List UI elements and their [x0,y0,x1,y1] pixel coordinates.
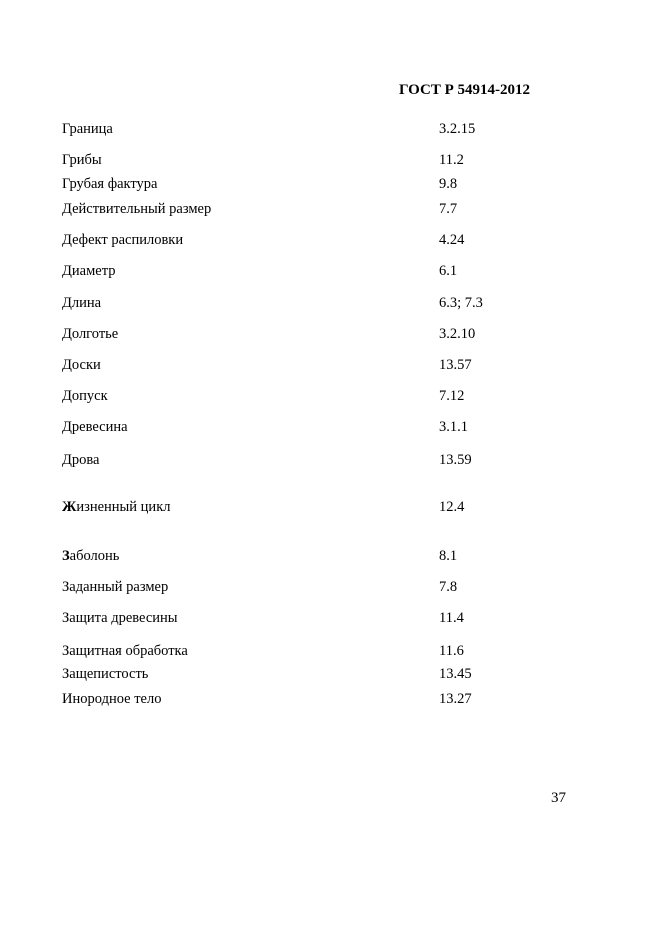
index-term: Доски [62,357,101,373]
index-term: Дефект распиловки [62,232,184,248]
index-term: Действительный размер [62,201,212,217]
index-term: Защепистость [62,666,149,682]
index-ref: 3.2.15 [439,121,476,137]
index-ref: 7.8 [439,579,458,595]
index-term: Защита древесины [62,610,178,626]
index-term: Инородное тело [62,691,162,707]
index-ref: 13.45 [439,666,472,682]
index-ref: 9.8 [439,176,458,192]
index-term: Допуск [62,388,108,404]
index-ref: 7.12 [439,388,465,404]
index-ref: 6.3; 7.3 [439,295,483,311]
index-ref: 11.2 [439,152,464,168]
index-ref: 4.24 [439,232,465,248]
index-term: Диаметр [62,263,116,279]
index-ref: 3.1.1 [439,419,468,435]
index-term: Долготье [62,326,119,342]
index-term-rest: изненный цикл [76,499,171,515]
index-ref: 12.4 [439,499,465,515]
page-number: 37 [551,790,566,806]
index-ref: 7.7 [439,201,458,217]
index-term: Защитная обработка [62,643,188,659]
index-term: Заданный размер [62,579,169,595]
index-term: Дрова [62,452,100,468]
index-term: Граница [62,121,113,137]
index-ref: 13.27 [439,691,472,707]
index-ref: 11.6 [439,643,464,659]
index-ref: 8.1 [439,548,458,564]
index-term-rest: аболонь [69,548,120,564]
index-ref: 6.1 [439,263,458,279]
section-initial-letter: З [62,548,70,564]
index-term: Длина [62,295,102,311]
index-term [62,498,170,516]
document-standard-header: ГОСТ Р 54914-2012 [398,82,530,98]
index-ref: 13.57 [439,357,472,373]
index-ref: 11.4 [439,610,464,626]
index-ref: 13.59 [439,452,472,468]
section-initial-letter: Ж [62,499,77,515]
index-ref: 3.2.10 [439,326,476,342]
index-term [62,547,119,565]
index-term: Древесина [62,419,128,435]
index-term: Грибы [62,152,102,168]
index-term: Грубая фактура [62,176,158,192]
